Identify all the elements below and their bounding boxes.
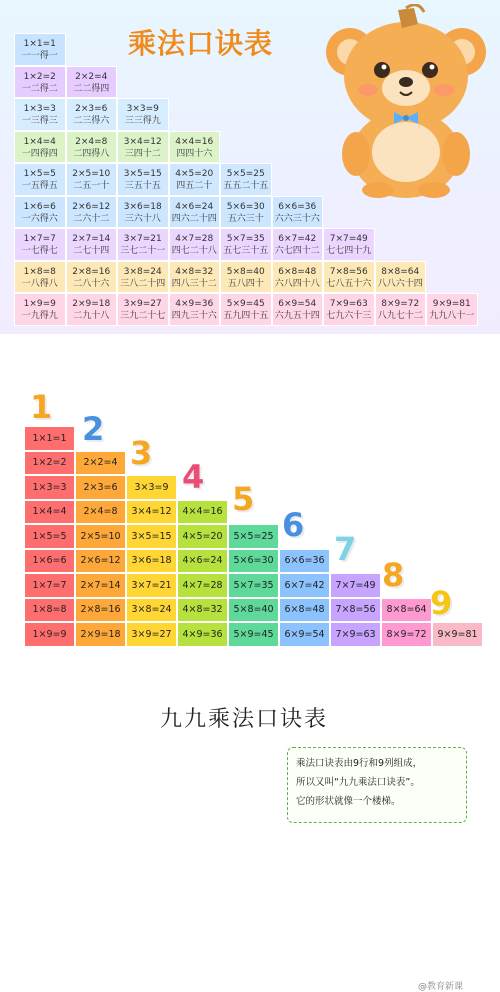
cell-equation: 6×7=42 <box>278 234 317 244</box>
top-cell <box>220 293 272 326</box>
cell-equation: 4×7=28 <box>175 234 214 244</box>
bottom-cell: 3×4=12 <box>126 500 177 525</box>
cell-equation: 1×2=2 <box>23 71 56 82</box>
top-cell <box>14 33 66 66</box>
top-cell <box>14 228 66 261</box>
bottom-cell: 2×2=4 <box>75 451 126 476</box>
top-cell <box>323 293 375 326</box>
cell-chinese: 六六三十六 <box>274 213 320 224</box>
bottom-cell: 1×4=4 <box>24 500 75 525</box>
bottom-cell: 4×6=24 <box>177 549 228 574</box>
cell-equation: 4×5=20 <box>175 169 214 179</box>
top-cell <box>117 293 169 326</box>
cell-chinese: 二三得六 <box>73 116 110 126</box>
cell-equation: 4×8=32 <box>175 266 214 277</box>
cell-equation: 1×3=3 <box>23 104 56 114</box>
top-cell <box>323 261 375 294</box>
description-note <box>287 747 467 823</box>
top-cell <box>272 261 324 294</box>
cell-chinese: 三三得九 <box>124 116 161 126</box>
cell-chinese: 一二得二 <box>21 83 58 94</box>
cell-chinese: 五七三十五 <box>223 246 269 256</box>
cell-chinese: 五五二十五 <box>223 181 269 191</box>
cell-equation: 1×7=7 <box>23 234 56 244</box>
cell-equation: 5×7=35 <box>226 234 265 244</box>
top-cell <box>14 293 66 326</box>
bottom-cell: 3×6=18 <box>126 549 177 574</box>
digit-4-mascot: 4 <box>182 458 205 496</box>
cell-chinese: 三七二十一 <box>120 246 166 256</box>
cell-chinese: 一四得四 <box>21 148 58 159</box>
cell-equation: 6×9=54 <box>278 299 317 309</box>
top-cell <box>272 228 324 261</box>
cell-equation: 1×4=4 <box>23 136 56 147</box>
top-cell <box>117 261 169 294</box>
bottom-cell: 1×1=1 <box>24 426 75 451</box>
cell-equation: 1×8=8 <box>23 266 56 277</box>
bottom-cell: 2×4=8 <box>75 500 126 525</box>
cell-chinese: 二九十八 <box>73 311 110 321</box>
top-cell <box>14 98 66 131</box>
bottom-cell: 3×8=24 <box>126 598 177 623</box>
cell-equation: 3×7=21 <box>123 234 162 244</box>
cell-chinese: 四九三十六 <box>171 311 217 321</box>
bottom-cell: 1×5=5 <box>24 524 75 549</box>
cell-equation: 5×8=40 <box>226 266 265 277</box>
top-cell <box>66 293 118 326</box>
top-cell <box>66 98 118 131</box>
cell-chinese: 二八十六 <box>73 278 110 289</box>
cell-chinese: 三九二十七 <box>120 311 166 321</box>
cell-equation: 5×6=30 <box>226 201 265 212</box>
top-cell <box>169 163 221 196</box>
top-cell <box>169 293 221 326</box>
cell-equation: 7×7=49 <box>329 234 368 244</box>
top-title: 乘法口诀表 <box>128 27 274 60</box>
digit-2-mascot: 2 <box>82 410 105 448</box>
bottom-cell: 2×5=10 <box>75 524 126 549</box>
bottom-poster <box>0 334 500 992</box>
bottom-cell: 1×2=2 <box>24 451 75 476</box>
top-cell <box>66 131 118 164</box>
note-line-3: 它的形状就像一个楼梯。 <box>296 796 401 807</box>
top-cell <box>66 228 118 261</box>
top-cell <box>323 228 375 261</box>
top-cell <box>117 131 169 164</box>
bottom-cell: 2×9=18 <box>75 622 126 647</box>
digit-3-mascot: 3 <box>130 434 153 472</box>
bottom-cell: 2×7=14 <box>75 573 126 598</box>
cell-chinese: 八九七十二 <box>377 311 423 321</box>
bottom-cell: 2×8=16 <box>75 598 126 623</box>
bottom-cell: 5×7=35 <box>228 573 279 598</box>
cell-chinese: 三八二十四 <box>120 278 166 289</box>
bottom-cell: 4×4=16 <box>177 500 228 525</box>
top-cell <box>117 196 169 229</box>
cell-equation: 3×9=27 <box>123 299 162 309</box>
top-cell <box>66 163 118 196</box>
cell-equation: 1×1=1 <box>23 39 56 49</box>
cell-chinese: 四八三十二 <box>171 278 217 289</box>
bottom-cell: 8×9=72 <box>381 622 432 647</box>
digit-7-mascot: 7 <box>334 530 357 568</box>
bottom-cell: 6×8=48 <box>279 598 330 623</box>
top-cell <box>14 131 66 164</box>
cell-chinese: 二四得八 <box>73 148 110 159</box>
top-cell <box>14 163 66 196</box>
cell-equation: 4×4=16 <box>175 136 214 147</box>
cell-chinese: 二二得四 <box>73 83 110 94</box>
cell-chinese: 一三得三 <box>21 116 58 126</box>
top-cell <box>220 196 272 229</box>
cell-chinese: 一七得七 <box>21 246 58 256</box>
watermark: @教育新课 <box>418 982 464 992</box>
cell-equation: 6×6=36 <box>278 201 317 212</box>
top-cell <box>14 196 66 229</box>
bottom-cell: 1×8=8 <box>24 598 75 623</box>
top-cell <box>169 261 221 294</box>
bottom-cell: 1×6=6 <box>24 549 75 574</box>
bottom-cell: 5×8=40 <box>228 598 279 623</box>
top-cell <box>66 196 118 229</box>
bottom-cell: 4×5=20 <box>177 524 228 549</box>
top-cell <box>220 163 272 196</box>
cell-chinese: 一五得五 <box>21 181 58 191</box>
bottom-cell: 7×9=63 <box>330 622 381 647</box>
bottom-cell: 5×5=25 <box>228 524 279 549</box>
bottom-cell: 3×9=27 <box>126 622 177 647</box>
cell-equation: 3×5=15 <box>123 169 162 179</box>
cell-equation: 3×8=24 <box>123 266 162 277</box>
bottom-cell: 9×9=81 <box>432 622 483 647</box>
bottom-cell: 3×5=15 <box>126 524 177 549</box>
bottom-cell: 7×8=56 <box>330 598 381 623</box>
digit-8-mascot: 8 <box>382 556 405 594</box>
cell-chinese: 二六十二 <box>73 213 110 224</box>
cell-chinese: 四四十六 <box>176 148 213 159</box>
cell-equation: 1×5=5 <box>23 169 56 179</box>
bottom-cell: 4×9=36 <box>177 622 228 647</box>
cell-equation: 2×6=12 <box>72 201 111 212</box>
cell-equation: 4×6=24 <box>175 201 214 212</box>
cell-chinese: 四六二十四 <box>171 213 217 224</box>
top-cell <box>66 261 118 294</box>
cell-chinese: 九九八十一 <box>429 311 475 321</box>
bottom-cell: 6×9=54 <box>279 622 330 647</box>
top-cell <box>169 196 221 229</box>
cell-chinese: 七七四十九 <box>326 246 372 256</box>
top-cell <box>14 261 66 294</box>
cell-chinese: 五八四十 <box>227 278 264 289</box>
cell-equation: 3×6=18 <box>123 201 162 212</box>
bottom-cell: 8×8=64 <box>381 598 432 623</box>
bottom-cell: 4×8=32 <box>177 598 228 623</box>
cell-equation: 1×6=6 <box>23 201 56 212</box>
cell-equation: 5×5=25 <box>226 169 265 179</box>
bottom-cell: 1×9=9 <box>24 622 75 647</box>
bottom-cell: 5×9=45 <box>228 622 279 647</box>
top-cell <box>272 293 324 326</box>
bottom-cell: 2×3=6 <box>75 475 126 500</box>
cell-equation: 7×9=63 <box>329 299 368 309</box>
cell-equation: 6×8=48 <box>278 266 317 277</box>
top-cell <box>169 131 221 164</box>
top-cell <box>220 228 272 261</box>
cell-chinese: 八八六十四 <box>377 278 423 289</box>
top-cell <box>426 293 478 326</box>
bottom-cell: 1×3=3 <box>24 475 75 500</box>
teddy-bear-illustration <box>318 4 494 198</box>
cell-chinese: 四五二十 <box>176 181 213 191</box>
top-cell <box>66 66 118 99</box>
cell-chinese: 四七二十八 <box>171 246 217 256</box>
cell-equation: 2×4=8 <box>75 136 108 147</box>
note-line-1: 乘法口诀表由9行和9列组成， <box>296 758 423 769</box>
bottom-cell: 6×6=36 <box>279 549 330 574</box>
cell-chinese: 六七四十二 <box>274 246 320 256</box>
cell-equation: 3×3=9 <box>126 104 159 114</box>
cell-equation: 2×9=18 <box>72 299 111 309</box>
top-cell <box>169 228 221 261</box>
cell-equation: 2×3=6 <box>75 104 108 114</box>
bottom-cell: 3×7=21 <box>126 573 177 598</box>
cell-equation: 2×5=10 <box>72 169 111 179</box>
digit-1-mascot: 1 <box>30 388 53 426</box>
cell-chinese: 七八五十六 <box>326 278 372 289</box>
cell-equation: 2×2=4 <box>75 71 108 82</box>
cell-equation: 5×9=45 <box>226 299 265 309</box>
cell-equation: 3×4=12 <box>123 136 162 147</box>
top-cell <box>117 163 169 196</box>
cell-equation: 2×7=14 <box>72 234 111 244</box>
cell-chinese: 一八得八 <box>21 278 58 289</box>
cell-equation: 8×9=72 <box>381 299 420 309</box>
cell-chinese: 七九六十三 <box>326 311 372 321</box>
top-cell <box>272 196 324 229</box>
bottom-cell: 4×7=28 <box>177 573 228 598</box>
bottom-cell: 2×6=12 <box>75 549 126 574</box>
top-cell <box>14 66 66 99</box>
top-cell <box>375 261 427 294</box>
digit-9-mascot: 9 <box>430 584 453 622</box>
top-cell <box>220 261 272 294</box>
cell-chinese: 五六三十 <box>227 213 264 224</box>
cell-equation: 8×8=64 <box>381 266 420 277</box>
cell-chinese: 二五一十 <box>73 181 110 191</box>
cell-chinese: 五九四十五 <box>223 311 269 321</box>
cell-chinese: 一一得一 <box>21 51 58 61</box>
cell-equation: 4×9=36 <box>175 299 214 309</box>
bottom-cell: 1×7=7 <box>24 573 75 598</box>
bottom-cell: 3×3=9 <box>126 475 177 500</box>
top-poster <box>0 0 500 334</box>
top-cell <box>117 98 169 131</box>
cell-chinese: 六八四十八 <box>274 278 320 289</box>
cell-chinese: 一九得九 <box>21 311 58 321</box>
cell-chinese: 三六十八 <box>124 213 161 224</box>
bottom-cell: 5×6=30 <box>228 549 279 574</box>
digit-5-mascot: 5 <box>232 480 255 518</box>
cell-equation: 9×9=81 <box>432 299 471 309</box>
cell-equation: 7×8=56 <box>329 266 368 277</box>
cell-chinese: 六九五十四 <box>274 311 320 321</box>
cell-chinese: 一六得六 <box>21 213 58 224</box>
digit-6-mascot: 6 <box>282 506 305 544</box>
cell-chinese: 三五十五 <box>124 181 161 191</box>
bottom-cell: 6×7=42 <box>279 573 330 598</box>
cell-equation: 2×8=16 <box>72 266 111 277</box>
bottom-title: 九九乘法口诀表 <box>160 707 329 732</box>
top-cell <box>375 293 427 326</box>
top-cell <box>117 228 169 261</box>
note-line-2: 所以又叫“九九乘法口诀表”。 <box>296 777 420 788</box>
cell-equation: 1×9=9 <box>23 299 56 309</box>
cell-chinese: 二七十四 <box>73 246 110 256</box>
bottom-cell: 7×7=49 <box>330 573 381 598</box>
cell-chinese: 三四十二 <box>124 148 161 159</box>
